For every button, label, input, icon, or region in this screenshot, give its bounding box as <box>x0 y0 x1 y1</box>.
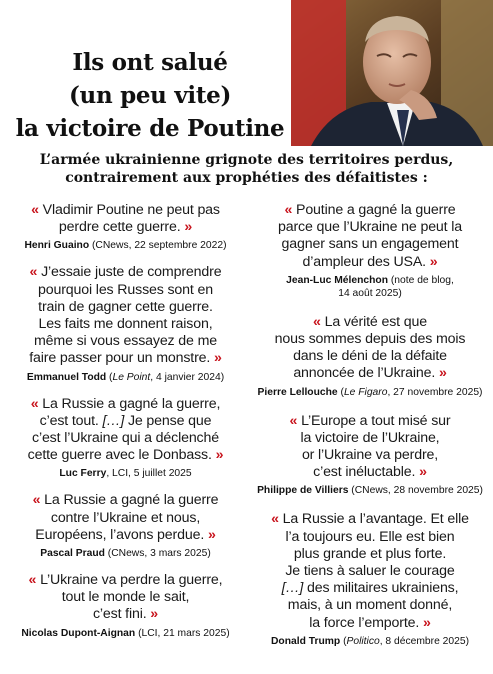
source-detail: (CNews, 28 novembre 2025) <box>348 485 483 497</box>
source-detail: , LCI, 5 juillet 2025 <box>106 468 192 480</box>
quote-line: J’essaie juste de comprendre <box>41 264 222 281</box>
quote-line: Poutine a gagné la guerre <box>296 202 456 218</box>
quote-line: c’est tout. <box>39 412 99 429</box>
quote-line: or l’Ukraine va perdre, <box>301 447 439 464</box>
open-quote-mark: « <box>29 264 38 281</box>
open-quote-mark: « <box>289 412 298 429</box>
quote-line: train de gagner cette guerre. <box>38 298 213 315</box>
source-detail: (LCI, 21 mars 2025) <box>135 627 230 639</box>
quote-author: Donald Trump <box>270 635 341 647</box>
source-detail: (CNews, 22 septembre 2022) <box>89 240 227 252</box>
quote-line: plus grande et plus forte. <box>293 545 447 562</box>
quote-source <box>4 371 247 384</box>
quote-text <box>250 511 490 631</box>
open-quote-mark: « <box>284 202 293 218</box>
quote-text <box>4 396 247 465</box>
headline-line-2: (un peu vite) <box>68 82 232 109</box>
quote-line: faire passer pour un monstre. <box>29 350 211 367</box>
quote-author: Jean-Luc Mélenchon <box>286 274 388 286</box>
quote-source <box>4 467 247 480</box>
headline-line-3: la victoire de Poutine <box>15 115 285 142</box>
source-detail: (CNews, 3 mars 2025) <box>104 548 211 560</box>
quote-line: Européens, l’avons perdue. <box>35 526 205 543</box>
close-quote-mark: » <box>184 219 193 236</box>
quote-line: contre l’Ukraine et nous, <box>50 509 201 526</box>
quote-author: Emmanuel Todd <box>26 371 107 383</box>
close-quote-mark: » <box>215 447 224 464</box>
quote-line: d’ampleur des USA. <box>302 253 426 270</box>
quote-line: cette guerre avec le Donbass. <box>27 447 212 464</box>
source-detail: ( <box>340 635 347 647</box>
quote-line: perdre cette guerre. <box>58 219 181 236</box>
quote-todd <box>4 264 247 383</box>
quote-text <box>250 413 490 482</box>
quote-author: Henri Guaino <box>24 240 90 252</box>
quotes-column-right <box>250 202 490 648</box>
source-detail: ( <box>106 371 113 383</box>
quote-line: même si vous essayez de me <box>34 333 217 350</box>
subtitle-line-2: contrairement aux prophéties des défaitistes : <box>65 170 428 186</box>
headline-line-1: Ils ont salué <box>72 49 228 76</box>
quote-ferry <box>4 396 247 481</box>
quote-line: Je pense que <box>127 412 212 429</box>
quote-line: La vérité est que <box>324 313 427 330</box>
quote-line: L’Ukraine va perdre la guerre, <box>40 572 223 589</box>
open-quote-mark: « <box>28 572 37 589</box>
close-quote-mark: » <box>422 614 431 631</box>
close-quote-mark: » <box>207 526 216 543</box>
source-detail: 14 août 2025) <box>338 287 402 299</box>
quote-text <box>250 202 490 271</box>
quote-line: La Russie a gagné la guerre, <box>42 395 221 412</box>
quote-author: Pierre Lellouche <box>257 386 338 398</box>
quote-source <box>250 635 490 648</box>
quote-line: pourquoi les Russes sont en <box>38 281 213 298</box>
quote-praud <box>4 492 247 560</box>
quote-line: gagner sans un engagement <box>281 236 459 253</box>
ellipsis-mark: […] <box>102 412 125 429</box>
quote-de-villiers <box>250 413 490 498</box>
quote-line: nous sommes depuis des mois <box>274 331 466 348</box>
close-quote-mark: » <box>214 350 222 367</box>
subtitle <box>0 151 493 187</box>
portrait-photo <box>291 0 493 146</box>
quote-text <box>250 314 490 383</box>
quote-source <box>250 274 490 300</box>
quote-line: tout le monde le sait, <box>61 589 190 606</box>
quote-line: c’est inéluctable. <box>313 464 416 481</box>
source-detail: , 27 novembre 2025) <box>387 386 483 398</box>
subtitle-line-1: L’armée ukrainienne grignote des territoires perdus, <box>39 152 454 168</box>
close-quote-mark: » <box>438 365 447 382</box>
source-publication: Politico <box>346 635 380 647</box>
portrait-illustration <box>291 0 493 146</box>
quote-source <box>4 239 247 252</box>
quote-line: dans le déni de la défaite <box>293 348 447 365</box>
quote-lellouche <box>250 314 490 399</box>
source-detail: , 4 janvier 2024) <box>150 371 225 383</box>
quote-source <box>4 627 247 640</box>
quote-author: Luc Ferry <box>59 468 107 480</box>
open-quote-mark: « <box>271 511 279 528</box>
quote-source <box>250 484 490 497</box>
quote-line: Je tiens à saluer le courage <box>285 563 455 580</box>
quote-line: parce que l’Ukraine ne peut la <box>278 219 462 236</box>
quote-guaino <box>4 202 247 252</box>
quote-author: Philippe de Villiers <box>257 485 349 497</box>
quote-source <box>250 386 490 399</box>
quote-dupont-aignan <box>4 572 247 640</box>
open-quote-mark: « <box>31 202 39 218</box>
source-publication: Le Point <box>112 371 151 383</box>
quote-line: La Russie a gagné la guerre <box>44 492 219 509</box>
quotes-column-left <box>4 202 247 640</box>
open-quote-mark: « <box>32 492 41 509</box>
ellipsis-mark: […] <box>281 580 304 597</box>
close-quote-mark: » <box>150 606 159 623</box>
quote-line: Les faits me donnent raison, <box>38 316 213 333</box>
quote-source <box>4 547 247 560</box>
quote-text <box>4 492 247 544</box>
quote-line: Vladimir Poutine ne peut pas <box>42 202 220 218</box>
quote-text <box>4 202 247 236</box>
quote-line: c’est l’Ukraine qui a déclenché <box>32 430 219 447</box>
source-publication: Le Figaro <box>343 386 388 398</box>
quote-line: des militaires ukrainiens, <box>306 580 459 597</box>
open-quote-mark: « <box>30 395 39 412</box>
quote-line: annoncée de l’Ukraine. <box>293 365 436 382</box>
quote-author: Pascal Praud <box>40 548 105 560</box>
quote-melenchon <box>250 202 490 300</box>
quote-line: L’Europe a tout misé sur <box>301 412 451 429</box>
source-detail: (note de blog, <box>388 274 454 286</box>
close-quote-mark: » <box>429 253 438 270</box>
open-quote-mark: « <box>313 313 321 330</box>
quote-line: c’est fini. <box>92 606 147 623</box>
quote-line: la force l’emporte. <box>309 614 420 631</box>
quote-text <box>4 264 247 367</box>
headline <box>0 46 300 145</box>
quote-line: La Russie a l’avantage. Et elle <box>282 511 469 528</box>
quote-text <box>4 572 247 624</box>
quote-author: Nicolas Dupont-Aignan <box>21 627 136 639</box>
quote-trump <box>250 511 490 647</box>
quote-line: l’a toujours eu. Elle est bien <box>285 528 455 545</box>
quote-line: mais, à un moment donné, <box>287 597 453 614</box>
close-quote-mark: » <box>419 464 427 481</box>
quote-line: la victoire de l’Ukraine, <box>300 429 440 446</box>
source-detail: ( <box>337 386 344 398</box>
source-detail: , 8 décembre 2025) <box>379 635 469 647</box>
